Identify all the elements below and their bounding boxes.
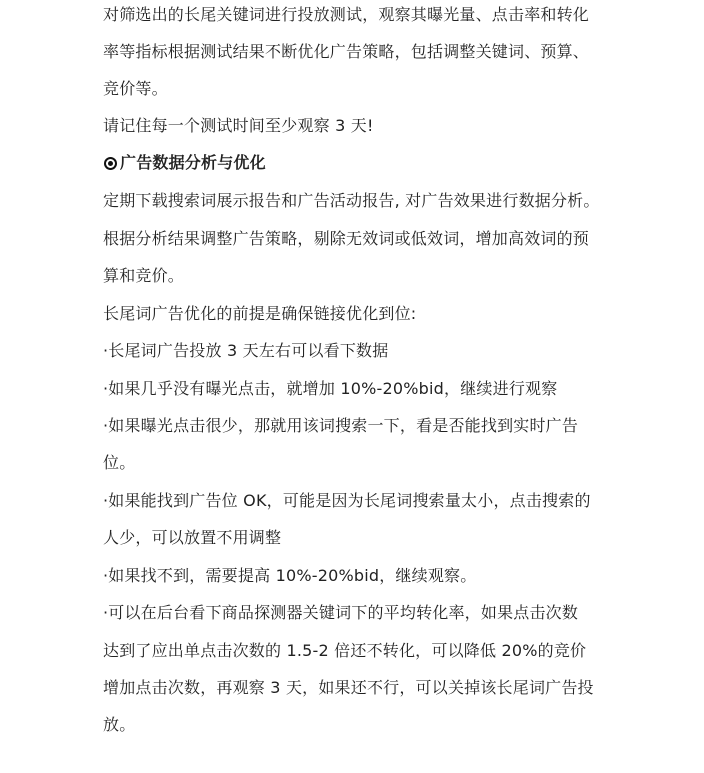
bullet-item-2: ·如果几乎没有曝光点击，就增加 10%-20%bid，继续进行观察 (103, 379, 558, 398)
bullet-item-6-line-1: ·可以在后台看下商品探测器关键词下的平均转化率，如果点击次数 (103, 603, 579, 622)
section-heading (103, 151, 266, 175)
testing-text-line-3: 竞价等。 (103, 79, 168, 98)
bullet-item-1: ·长尾词广告投放 3 天左右可以看下数据 (103, 341, 389, 360)
testing-text-line-1: 对筛选出的长尾关键词进行投放测试，观察其曝光量、点击率和转化 (103, 5, 590, 24)
bullet-item-5: ·如果找不到，需要提高 10%-20%bid，继续观察。 (103, 566, 477, 585)
testing-text-line-2: 率等指标根据测试结果不断优化广告策略，包括调整关键词、预算、 (103, 42, 590, 61)
analysis-text-line-1: 定期下载搜索词展示报告和广告活动报告, 对广告效果进行数据分析。 (103, 191, 600, 210)
bullet-item-4-line-1: ·如果能找到广告位 OK，可能是因为长尾词搜索量太小，点击搜索的 (103, 491, 591, 510)
bullet-item-6-line-4: 放。 (103, 715, 136, 734)
bullet-item-6-line-3: 增加点击次数，再观察 3 天，如果还不行，可以关掉该长尾词广告投 (103, 678, 594, 697)
analysis-text-line-2: 根据分析结果调整广告策略，剔除无效词或低效词，增加高效词的预 (103, 229, 590, 248)
target-icon (104, 157, 117, 170)
bullet-item-6-line-2: 达到了应出单点击次数的 1.5-2 倍还不转化，可以降低 20%的竞价 (103, 641, 587, 660)
bullet-item-3-line-1: ·如果曝光点击很少，那就用该词搜索一下，看是否能找到实时广告 (103, 416, 579, 435)
reminder-text: 请记住每一个测试时间至少观察 3 天! (103, 116, 374, 135)
analysis-text-line-3: 算和竞价。 (103, 266, 185, 285)
bullet-item-3-line-2: 位。 (103, 453, 136, 472)
bullet-item-4-line-2: 人少，可以放置不用调整 (103, 528, 282, 547)
premise-text: 长尾词广告优化的前提是确保链接优化到位: (103, 304, 417, 323)
section-heading-label: 广告数据分析与优化 (120, 153, 266, 172)
